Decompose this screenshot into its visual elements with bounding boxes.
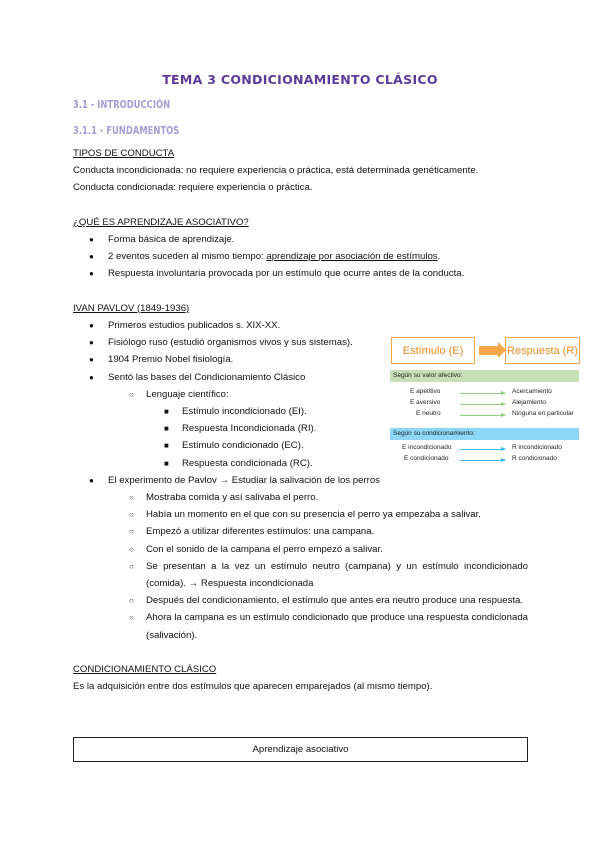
list-item [73,472,528,489]
bullet-icon: ● [89,252,94,262]
item-text: Después del condicionamiento, el estímulo que antes era neutro produce una respuesta. [146,595,524,607]
circle-bullet-icon: ○ [129,493,134,503]
item-text: Primeros estudios publicados s. XIX-XX. [108,320,281,331]
item-text: Forma básica de aprendizaje. [108,234,235,245]
tipos-heading: TIPOS DE CONDUCTA [73,148,175,159]
item-text: 2 eventos suceden al mismo tiempo: [108,251,267,263]
list-item [73,558,528,592]
arrow-right-icon [479,346,499,355]
document-title: TEMA 3 CONDICIONAMIENTO CLÁSICO [162,72,438,87]
concept-box: Aprendizaje asociativo [73,737,528,762]
arrow-icon [460,404,505,405]
item-text: 1904 Premio Nobel fisiología. [108,354,234,366]
item-text: Mostraba comida y así salivaba el perro. [146,492,319,504]
item-text: Fisiólogo ruso (estudió organismos vivos y sus sistemas). [108,337,353,349]
bullet-icon: ● [89,321,94,330]
square-bullet-icon: ■ [164,407,169,417]
list-item [73,541,528,558]
item-text: Estímulo incondicionado (EI). [182,406,307,418]
arrow-icon [460,460,505,461]
condicionamiento-bar: Según su condicionamiento: [390,428,579,440]
list-item [73,489,528,506]
list-item [73,231,528,248]
row-value: Acercamiento [512,388,552,395]
circle-bullet-icon: ○ [129,613,134,623]
row-value: R condicionado [512,455,557,462]
item-text: Ahora la campana es un estímulo condicionado que produce una respuesta condicionada (salivación). [146,612,528,641]
item-text: El experimento de Pavlov → Estudiar la salivación de los perros [108,474,380,486]
item-text: Había un momento en el que con su presencia el perro ya empezaba a salivar. [146,509,481,521]
asoc-heading: ¿QUÉ ES APRENDIZAJE ASOCIATIVO? [73,216,249,228]
figure-row [390,388,580,399]
circle-bullet-icon: ○ [129,544,134,554]
bullet-icon: ● [89,338,94,348]
list-item [73,317,528,334]
pavlov-heading: IVAN PAVLOV (1849-1936) [73,302,190,314]
cc-text: Es la adquisición entre dos estímulos que aparecen emparejados (al mismo tiempo). [73,681,433,693]
circle-bullet-icon: ○ [129,389,134,399]
text-line: Conducta incondicionada: no requiere experiencia o práctica, está determinada genéticamente. [73,165,479,177]
row-label: E incondicionado [402,444,452,451]
bullet-icon: ● [89,355,94,365]
item-text: Respuesta condicionada (RC). [182,457,313,469]
cc-heading: CONDICIONAMIENTO CLÁSICO [73,664,217,676]
list-item [73,592,528,609]
square-bullet-icon: ■ [164,458,169,468]
afectivo-bar: Según su valor afectivo: [390,370,579,382]
row-value: Ninguna en particular [512,410,574,417]
square-bullet-icon: ■ [164,424,169,434]
item-text: Lenguaje científico: [146,388,229,400]
arrow-icon [460,415,505,416]
figure-row [390,399,580,410]
arrow-icon [460,393,505,394]
respuesta-box: Respuesta (R) [505,337,580,364]
figure-row [390,444,580,455]
heading-introduccion: 3.1 - INTRODUCCIÓN [73,99,171,111]
row-value: Alejamiento [512,399,546,406]
figure-row [390,410,580,421]
bullet-icon: ● [89,372,94,382]
item-text: Se presentan a la vez un estímulo neutro (campana) y un estímulo incondicionado (comida). → Respuesta incondicionada [146,560,528,590]
circle-bullet-icon: ○ [129,561,134,571]
heading-fundamentos: 3.1.1 - FUNDAMENTOS [73,125,180,137]
list-item [73,506,528,523]
figure-row [390,455,580,466]
item-text: Empezó a utilizar diferentes estímulos: una campana. [146,526,375,538]
item-text: Estímulo condicionado (EC). [182,440,304,452]
stimulus-response-figure [390,337,580,467]
item-text: Respuesta involuntaria provocada por un estímulo que ocurre antes de la conducta. [108,268,465,280]
row-label: E aversivo [410,399,441,406]
circle-bullet-icon: ○ [129,527,134,537]
item-text: Respuesta Incondicionada (RI). [182,423,317,435]
arrow-icon [460,449,505,450]
row-label: E neutro [416,410,441,417]
bullet-icon: ● [89,475,94,485]
circle-bullet-icon: ○ [129,510,134,520]
bullet-icon: ● [89,269,94,279]
list-item [73,248,528,265]
bullet-icon: ● [89,235,94,244]
square-bullet-icon: ■ [164,441,169,451]
row-label: E apetitivo [410,388,441,395]
item-text: Con el sonido de la campana el perro empezó a salivar. [146,543,383,555]
item-text: . [437,251,441,263]
list-item [73,609,528,643]
list-item [73,523,528,540]
item-text: Sentó las bases del Condicionamiento Clásico [108,371,306,383]
circle-bullet-icon: ○ [129,596,134,606]
estimulo-box: Estímulo (E) [391,337,475,364]
row-value: R incondicionado [512,444,562,451]
row-label: E condicionado [404,455,449,462]
underlined-term: aprendizaje por asociación de estímulos [266,251,438,263]
list-item [73,265,528,282]
text-line: Conducta condicionada: requiere experiencia o práctica. [73,182,313,194]
